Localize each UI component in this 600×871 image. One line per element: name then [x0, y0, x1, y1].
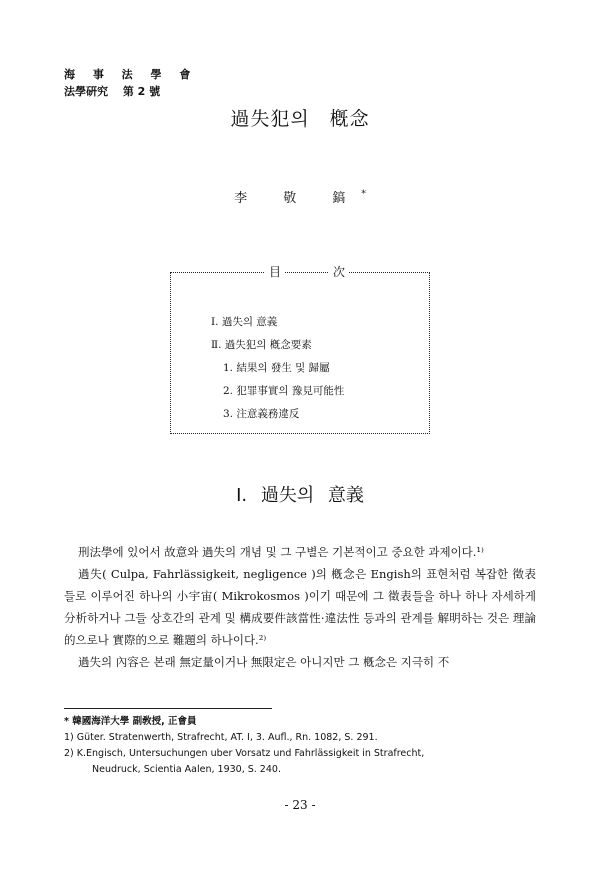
toc-heading-right: 次: [329, 263, 349, 280]
footnote: 1) Güter. Stratenwerth, Strafrecht, AT. Ⅰ, 3. Aufl., Rn. 1082, S. 291.: [64, 732, 378, 743]
table-of-contents: [170, 265, 430, 434]
author-line: [0, 187, 600, 206]
journal-header: [64, 66, 197, 100]
footnote-continuation: Neudruck, Scientia Aalen, 1930, S. 240.: [92, 764, 281, 775]
footnote: 2) K.Engisch, Untersuchungen uber Vorsatz und Fahrlässigkeit in Strafrecht,: [64, 748, 425, 759]
toc-heading-left: 目: [265, 263, 285, 280]
footnote-divider: [64, 708, 272, 709]
body-paragraph: 過失의 內容은 본래 無定量이거나 無限定은 아니지만 그 槪念은 지극히 不: [78, 655, 450, 669]
author-affiliation: * 韓國海洋大學 副敎授, 正會員: [64, 716, 197, 727]
article-title: 過失犯의 槪念: [230, 108, 370, 130]
author-footnote-mark: *: [361, 189, 366, 200]
section-heading: Ⅰ. 過失의 意義: [236, 485, 364, 506]
footnotes: [64, 714, 544, 778]
body-paragraph: 過失( Culpa, Fahrlässigkeit, negligence )의 槪念은 Engish의 표현처럼 복잡한 徵表들로 이루어진 하나의 小宇宙( Mikrokosmos )이기 때문에 그 徵表들을 하나 하나 자세하게 分析하거나 그들 상호간의 관계 및 構成要件該當性·違法性 등과의 관계를 解明하는 것은 理論的으로나 實際的으로 難題의 하나이다.²⁾: [64, 567, 536, 647]
toc-subitem[interactable]: 1. 結果의 發生 및 歸屬: [223, 362, 330, 374]
toc-subitem[interactable]: 2. 犯罪事實의 豫見可能性: [223, 385, 345, 397]
body-text: [64, 541, 536, 673]
author-name: 李 敬 鎬: [234, 191, 362, 206]
toc-item[interactable]: Ⅱ. 過失犯의 槪念要素: [211, 339, 312, 351]
body-paragraph: 刑法學에 있어서 故意와 過失의 개념 및 그 구별은 기본적이고 중요한 과제이다.¹⁾: [78, 545, 484, 559]
toc-list: [211, 311, 344, 426]
page-number: - 23 -: [284, 798, 316, 812]
toc-subitem[interactable]: 3. 注意義務違反: [223, 408, 300, 420]
toc-item[interactable]: Ⅰ. 過失의 意義: [211, 316, 278, 328]
journal-society: 海 事 法 學 會: [64, 68, 198, 81]
journal-volume: 法學硏究 第 2 號: [64, 85, 161, 98]
